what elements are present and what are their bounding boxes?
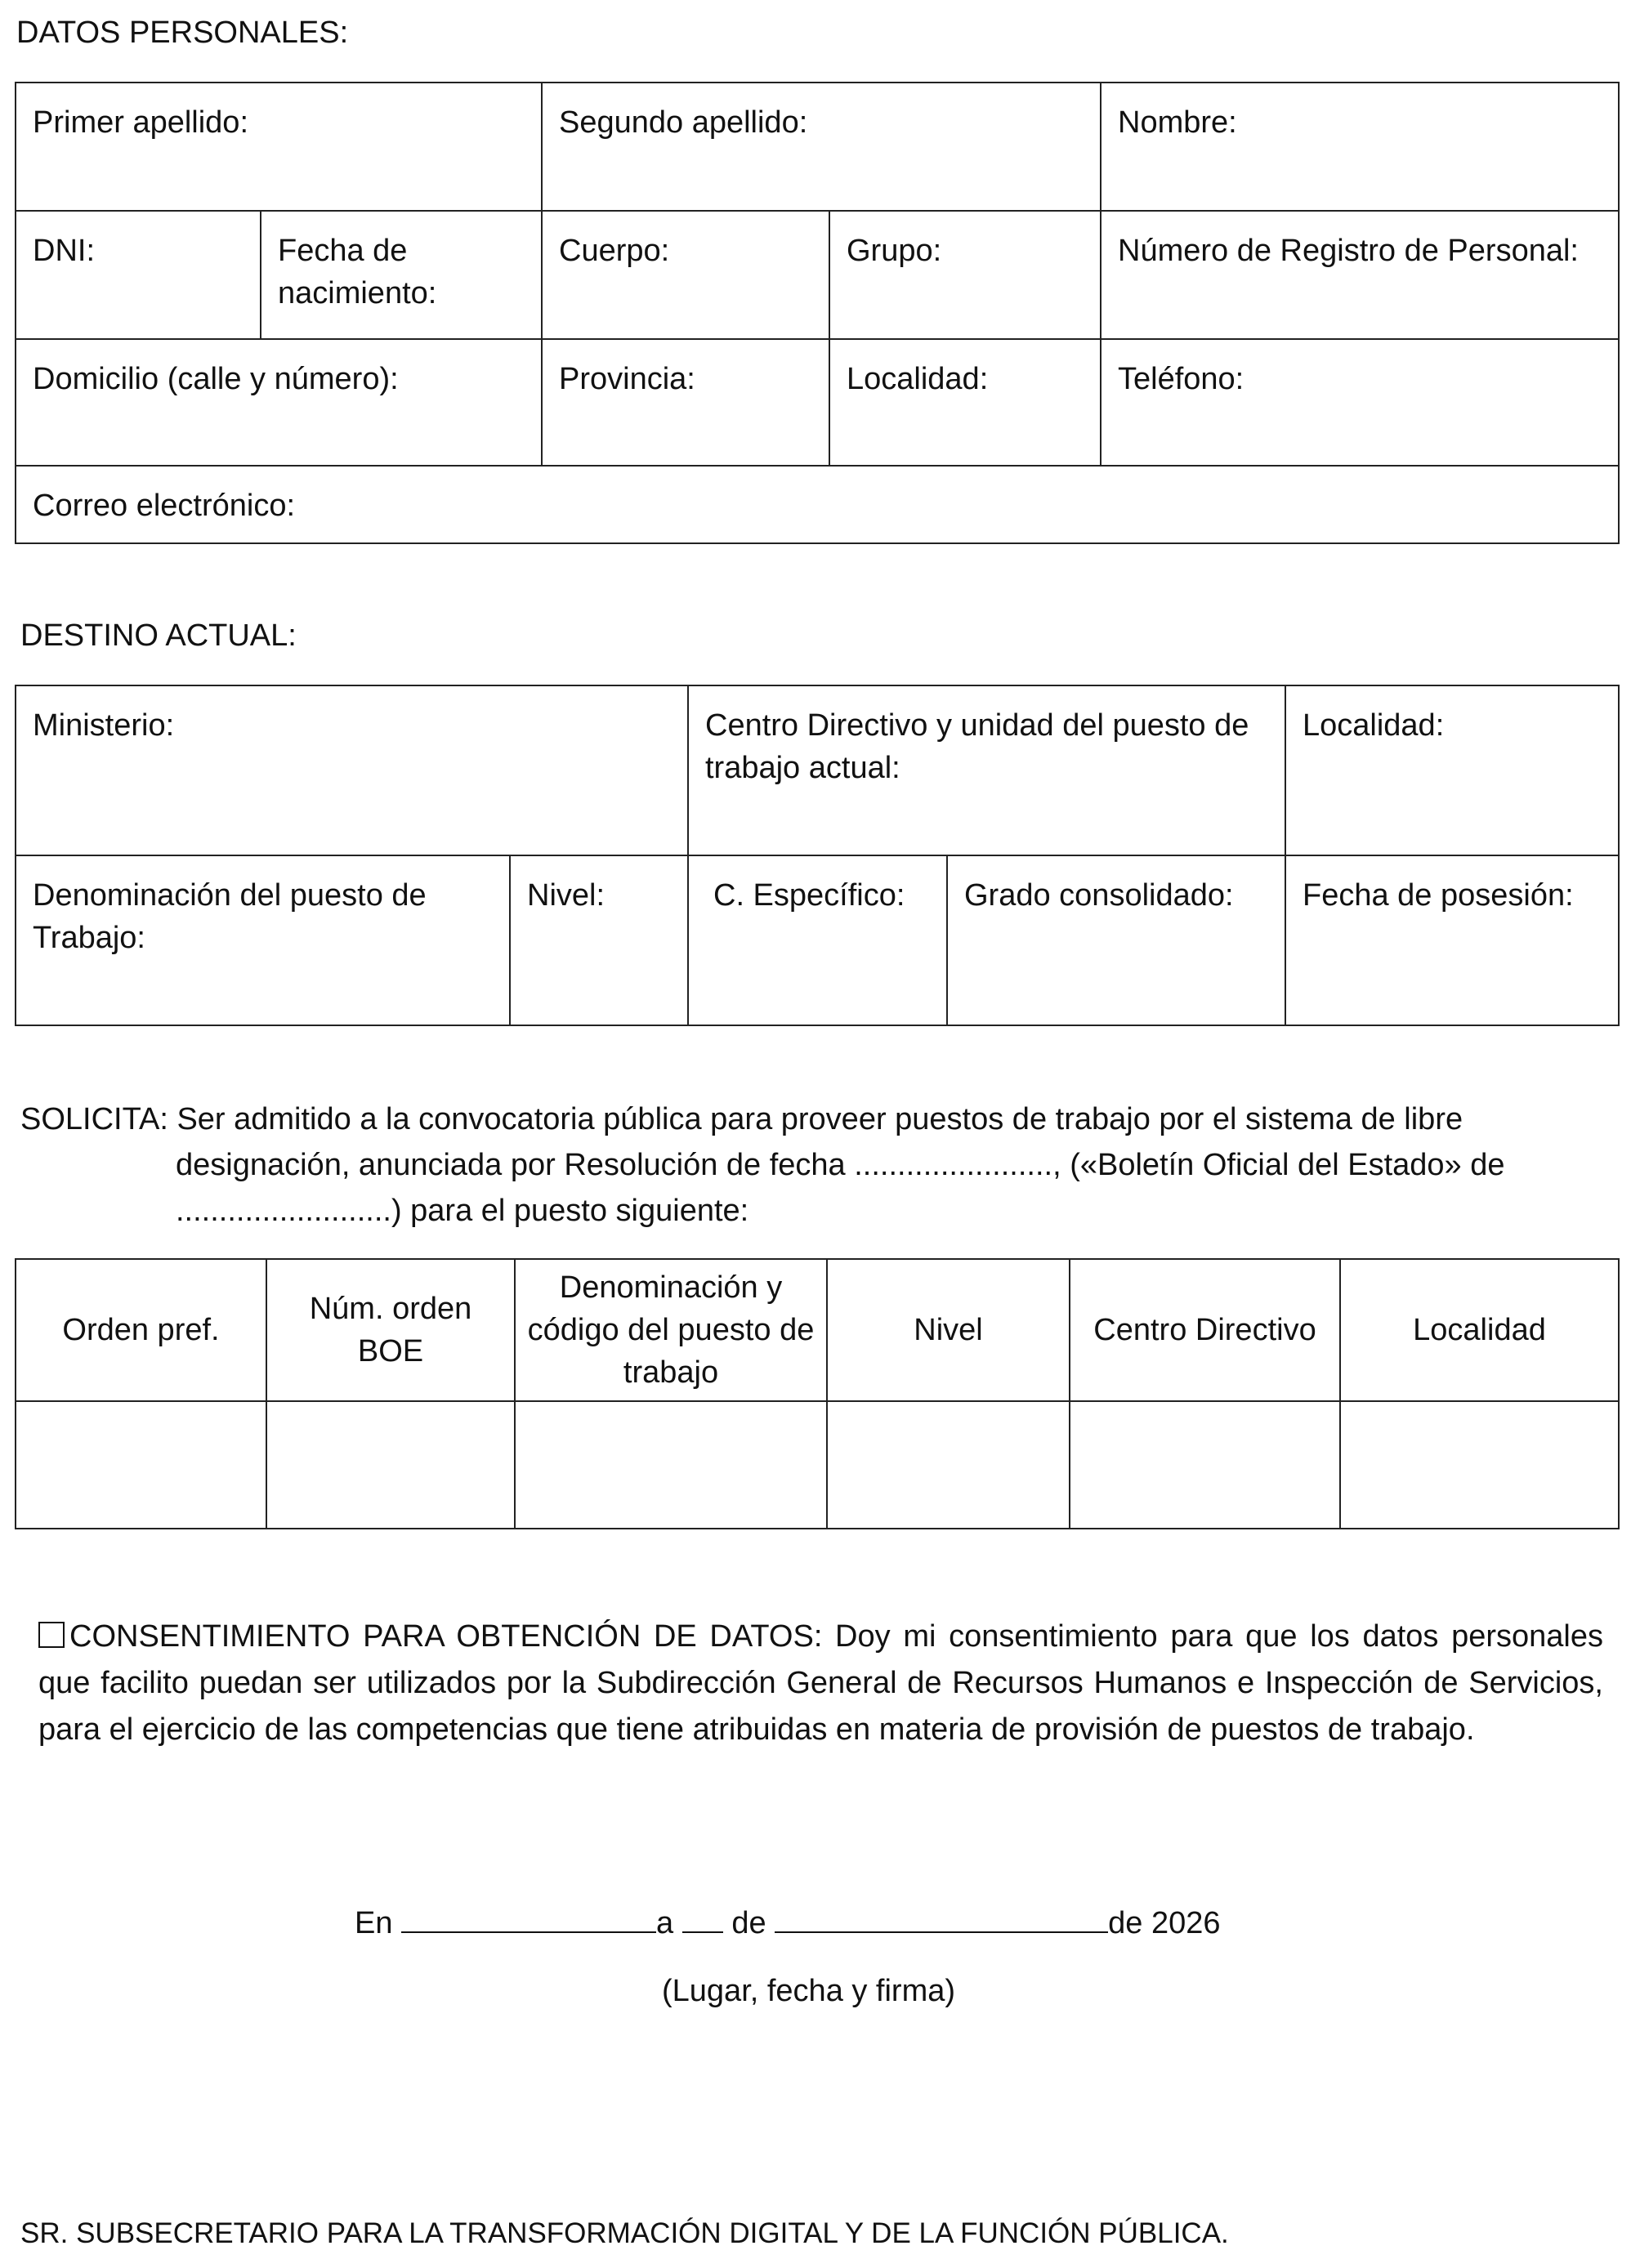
c-especifico-label: C. Específico: bbox=[713, 878, 905, 913]
signature-caption: (Lugar, fecha y firma) bbox=[662, 1974, 956, 2008]
localidad-cell[interactable] bbox=[1340, 1401, 1619, 1529]
col-header-num-orden: Núm. orden BOE bbox=[266, 1259, 515, 1401]
primer-apellido-label: Primer apellido: bbox=[33, 105, 248, 140]
en-label: En bbox=[355, 1906, 393, 1940]
consent-checkbox[interactable] bbox=[38, 1622, 65, 1648]
denominacion-cell[interactable] bbox=[515, 1401, 827, 1529]
segundo-apellido-field[interactable] bbox=[542, 83, 1101, 211]
provincia-field[interactable] bbox=[542, 339, 829, 466]
correo-label: Correo electrónico: bbox=[33, 489, 296, 523]
c-especifico-field[interactable] bbox=[688, 855, 947, 1025]
dia-blank[interactable] bbox=[682, 1904, 723, 1933]
cuerpo-field[interactable] bbox=[542, 211, 829, 339]
telefono-label: Teléfono: bbox=[1118, 362, 1244, 396]
solicita-line-3: .........................) para el puesto siguiente: bbox=[176, 1194, 749, 1228]
nivel-cell[interactable] bbox=[827, 1401, 1070, 1529]
nombre-label: Nombre: bbox=[1118, 105, 1237, 140]
nombre-field[interactable] bbox=[1101, 83, 1619, 211]
col-header-nivel: Nivel bbox=[827, 1259, 1070, 1401]
primer-apellido-field[interactable] bbox=[16, 83, 542, 211]
nrp-label: Número de Registro de Personal: bbox=[1118, 234, 1579, 268]
nrp-field[interactable] bbox=[1101, 211, 1619, 339]
grupo-label: Grupo: bbox=[847, 234, 942, 268]
puestos-header-row bbox=[16, 1259, 1619, 1401]
mes-blank[interactable] bbox=[775, 1904, 1108, 1933]
solicita-line-2: designación, anunciada por Resolución de fecha ......................., («Boletín Oficial del Estado» de bbox=[176, 1148, 1505, 1182]
orden-cell[interactable] bbox=[16, 1401, 266, 1529]
signature-date-line bbox=[355, 1904, 1221, 1941]
personal-data-heading: DATOS PERSONALES: bbox=[16, 16, 349, 50]
puestos-entry-row bbox=[16, 1401, 1619, 1529]
centro-directivo-label: Centro Directivo y unidad del puesto de trabajo actual: bbox=[705, 708, 1249, 785]
localidad-label: Localidad: bbox=[847, 362, 989, 396]
localidad-field[interactable] bbox=[829, 339, 1101, 466]
de-label: de bbox=[731, 1906, 766, 1940]
puestos-table bbox=[15, 1258, 1620, 1529]
denominacion-field[interactable] bbox=[16, 855, 510, 1025]
consent-text: CONSENTIMIENTO PARA OBTENCIÓN DE DATOS: Doy mi consentimiento para que los datos personales que facilito puedan ser utilizados por la Subdirección General de Recursos Humanos e Inspección de Servicios, para el ejercicio de las competencias que tiene atribuidas en materia de provisión de puestos de trabajo. bbox=[38, 1619, 1603, 1747]
centro-cell[interactable] bbox=[1070, 1401, 1340, 1529]
destino-heading: DESTINO ACTUAL: bbox=[20, 618, 297, 653]
fecha-nacimiento-field[interactable] bbox=[261, 211, 542, 339]
ministerio-label: Ministerio: bbox=[33, 708, 175, 743]
consent-paragraph bbox=[38, 1614, 1603, 1753]
solicita-paragraph bbox=[20, 1096, 1505, 1234]
personal-data-table bbox=[15, 82, 1620, 544]
col-header-denominacion: Denominación y código del puesto de trabajo bbox=[515, 1259, 827, 1401]
addressee: SR. SUBSECRETARIO PARA LA TRANSFORMACIÓN DIGITAL Y DE LA FUNCIÓN PÚBLICA. bbox=[20, 2217, 1229, 2249]
solicita-line-1: SOLICITA: Ser admitido a la convocatoria pública para proveer puestos de trabajo por el sistema de libre bbox=[20, 1102, 1463, 1136]
destino-localidad-label: Localidad: bbox=[1303, 708, 1445, 743]
domicilio-label: Domicilio (calle y número): bbox=[33, 362, 399, 396]
year-label: de 2026 bbox=[1108, 1906, 1221, 1940]
dni-field[interactable] bbox=[16, 211, 261, 339]
ministerio-field[interactable] bbox=[16, 685, 688, 855]
a-label: a bbox=[656, 1906, 674, 1940]
grado-label: Grado consolidado: bbox=[964, 878, 1234, 913]
destino-table bbox=[15, 685, 1620, 1026]
col-header-orden: Orden pref. bbox=[16, 1259, 266, 1401]
provincia-label: Provincia: bbox=[559, 362, 695, 396]
col-header-localidad: Localidad bbox=[1340, 1259, 1619, 1401]
dni-label: DNI: bbox=[33, 234, 95, 268]
centro-directivo-field[interactable] bbox=[688, 685, 1285, 855]
destino-localidad-field[interactable] bbox=[1285, 685, 1619, 855]
grado-field[interactable] bbox=[947, 855, 1285, 1025]
fecha-nacimiento-label: Fecha de nacimiento: bbox=[278, 234, 437, 310]
domicilio-field[interactable] bbox=[16, 339, 542, 466]
nivel-field[interactable] bbox=[510, 855, 688, 1025]
nivel-label: Nivel: bbox=[527, 878, 605, 913]
num-orden-cell[interactable] bbox=[266, 1401, 515, 1529]
segundo-apellido-label: Segundo apellido: bbox=[559, 105, 808, 140]
denominacion-label: Denominación del puesto de Trabajo: bbox=[33, 878, 427, 955]
correo-field[interactable] bbox=[16, 466, 1619, 543]
col-header-centro: Centro Directivo bbox=[1070, 1259, 1340, 1401]
fecha-posesion-label: Fecha de posesión: bbox=[1303, 878, 1574, 913]
fecha-posesion-field[interactable] bbox=[1285, 855, 1619, 1025]
grupo-field[interactable] bbox=[829, 211, 1101, 339]
telefono-field[interactable] bbox=[1101, 339, 1619, 466]
lugar-blank[interactable] bbox=[401, 1904, 656, 1933]
cuerpo-label: Cuerpo: bbox=[559, 234, 670, 268]
